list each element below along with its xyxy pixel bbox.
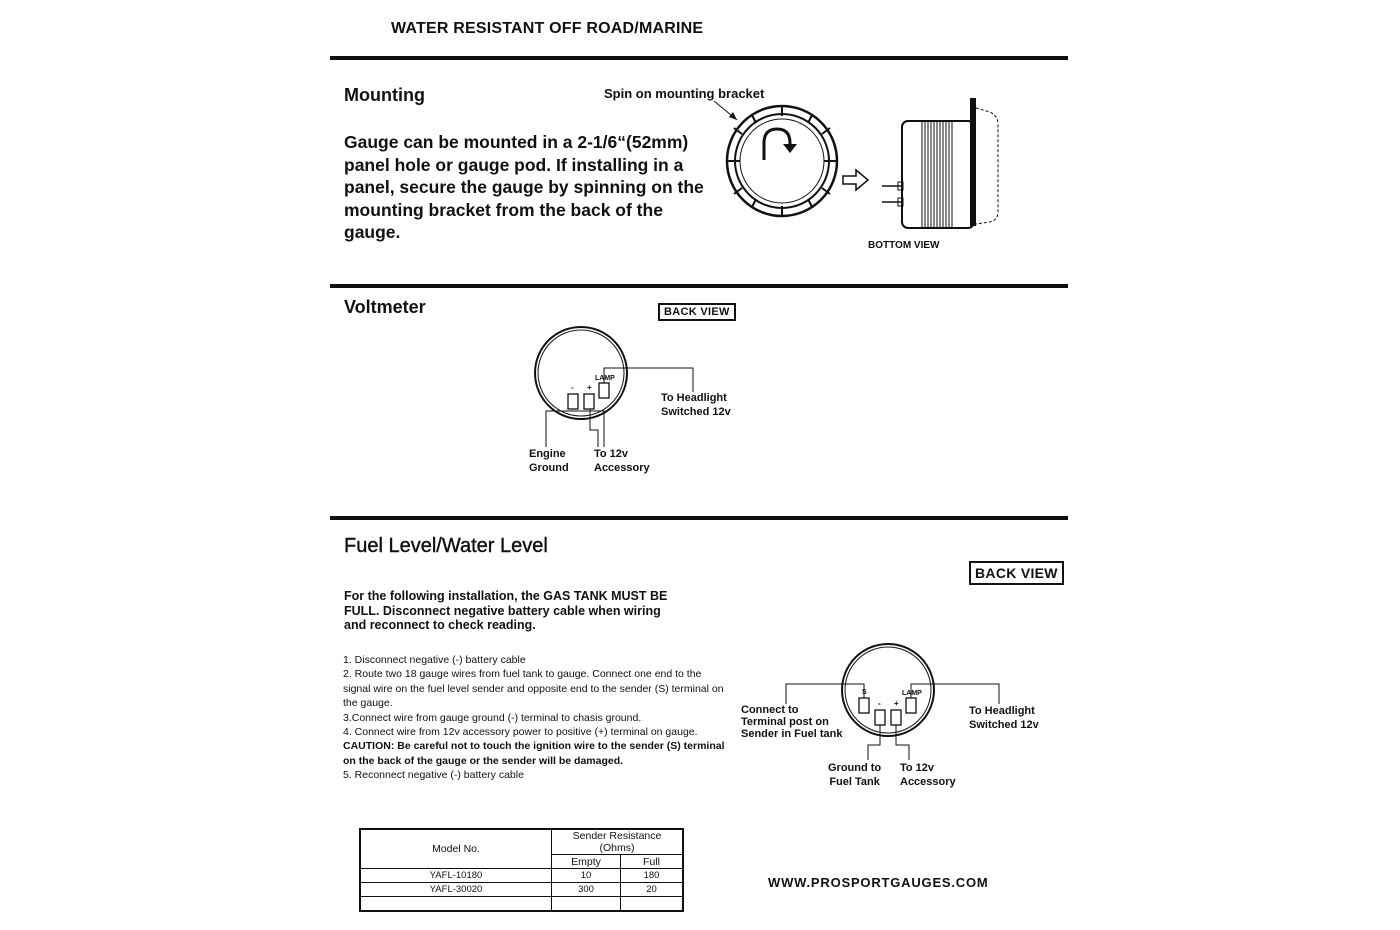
spin-bracket-label: Spin on mounting bracket — [604, 86, 765, 101]
gauge-front-view — [727, 106, 837, 216]
ground-label-line: Ground to — [828, 762, 882, 774]
minus-terminal-label: - — [878, 699, 881, 708]
gauge-side-view — [882, 98, 998, 228]
engine-ground-label-line: Ground — [529, 462, 569, 474]
divider — [330, 516, 1068, 520]
step-item: 1. Disconnect negative (-) battery cable — [343, 654, 526, 666]
step-item: 3.Connect wire from gauge ground (-) terminal to chasis ground. — [343, 711, 642, 724]
fuel-level-title: Fuel Level/Water Level — [344, 535, 548, 557]
table-header-row — [360, 829, 683, 855]
mounting-title: Mounting — [344, 85, 425, 105]
full-tank-warning: For the following installation, the GAS TANK MUST BE FULL. Disconnect negative battery cable when wiring and reconnect to check reading. — [344, 589, 668, 632]
model-cell: YAFL-10180 — [360, 869, 552, 883]
lamp-terminal-label: LAMP — [902, 690, 922, 697]
empty-header: Empty — [552, 855, 621, 869]
step-item: 4. Connect wire from 12v accessory power to positive (+) terminal on gauge. — [343, 726, 698, 739]
transition-arrow-icon — [843, 170, 868, 190]
accessory-label-line: To 12v — [900, 762, 935, 774]
sender-label-line: Connect to — [741, 704, 799, 716]
plus-terminal-label: + — [894, 699, 899, 708]
accessory-label-line: To 12v — [594, 448, 629, 460]
voltmeter-title: Voltmeter — [344, 297, 426, 317]
minus-terminal-label: - — [571, 383, 574, 392]
empty-cell: 300 — [552, 883, 621, 897]
model-header: Model No. — [360, 829, 552, 869]
headlight-label-line: To Headlight — [969, 705, 1035, 717]
headlight-label-line: Switched 12v — [661, 406, 731, 418]
accessory-label-line: Accessory — [900, 776, 956, 788]
step-item: 5. Reconnect negative (-) battery cable — [343, 769, 524, 782]
headlight-label — [661, 391, 731, 419]
empty-cell: 10 — [552, 869, 621, 883]
table-row — [360, 869, 683, 883]
caution-note: CAUTION: Be careful not to touch the ignition wire to the sender (S) terminal on the back of the gauge or the sender will be damaged. — [343, 740, 725, 767]
website-url: WWW.PROSPORTGAUGES.COM — [768, 875, 989, 890]
table-row — [360, 897, 683, 912]
accessory-label — [900, 761, 956, 789]
empty-cell — [552, 897, 621, 912]
divider — [330, 284, 1068, 288]
document-title: WATER RESISTANT OFF ROAD/MARINE — [391, 20, 704, 37]
bottom-view-label: BOTTOM VIEW — [868, 240, 940, 251]
back-view-badge: BACK VIEW — [658, 303, 736, 321]
full-header: Full — [621, 855, 684, 869]
sender-resistance-table — [359, 828, 684, 912]
fuel-level-back-diagram — [786, 644, 999, 760]
installation-steps — [343, 653, 728, 783]
sender-label-line: Sender in Fuel tank — [741, 728, 843, 740]
sender-connection-label — [741, 704, 842, 740]
ground-fuel-tank-label — [828, 761, 881, 789]
sender-label-line: Terminal post on — [741, 716, 829, 728]
accessory-label — [594, 447, 650, 475]
resistance-header: Sender Resistance (Ohms) — [552, 829, 684, 855]
lamp-terminal-label: LAMP — [595, 375, 615, 382]
table-row — [360, 883, 683, 897]
engine-ground-label — [529, 447, 569, 475]
headlight-label-line: Switched 12v — [969, 719, 1039, 731]
ground-label-line: Fuel Tank — [829, 776, 880, 788]
full-cell: 20 — [621, 883, 684, 897]
model-cell: YAFL-30020 — [360, 883, 552, 897]
headlight-label-line: To Headlight — [661, 392, 727, 404]
mounting-instructions: Gauge can be mounted in a 2-1/6“(52mm) panel hole or gauge pod. If installing in a panel, secure the gauge by spinning on the mounting bracket from the back of the gauge. — [344, 132, 704, 242]
plus-terminal-label: + — [587, 383, 592, 392]
headlight-label — [969, 704, 1039, 732]
full-cell: 180 — [621, 869, 684, 883]
sender-terminal-label: S — [862, 689, 867, 696]
engine-ground-label-line: Engine — [529, 448, 566, 460]
voltmeter-back-diagram — [535, 327, 693, 447]
step-item: 2. Route two 18 gauge wires from fuel tank to gauge. Connect one end to the signal wire on the fuel level sender and opposite end to the sender (S) terminal on the gauge. — [343, 668, 724, 710]
spin-pointer-arrow — [714, 101, 737, 120]
full-cell — [621, 897, 684, 912]
model-cell — [360, 897, 552, 912]
back-view-badge: BACK VIEW — [969, 561, 1064, 585]
accessory-label-line: Accessory — [594, 462, 650, 474]
